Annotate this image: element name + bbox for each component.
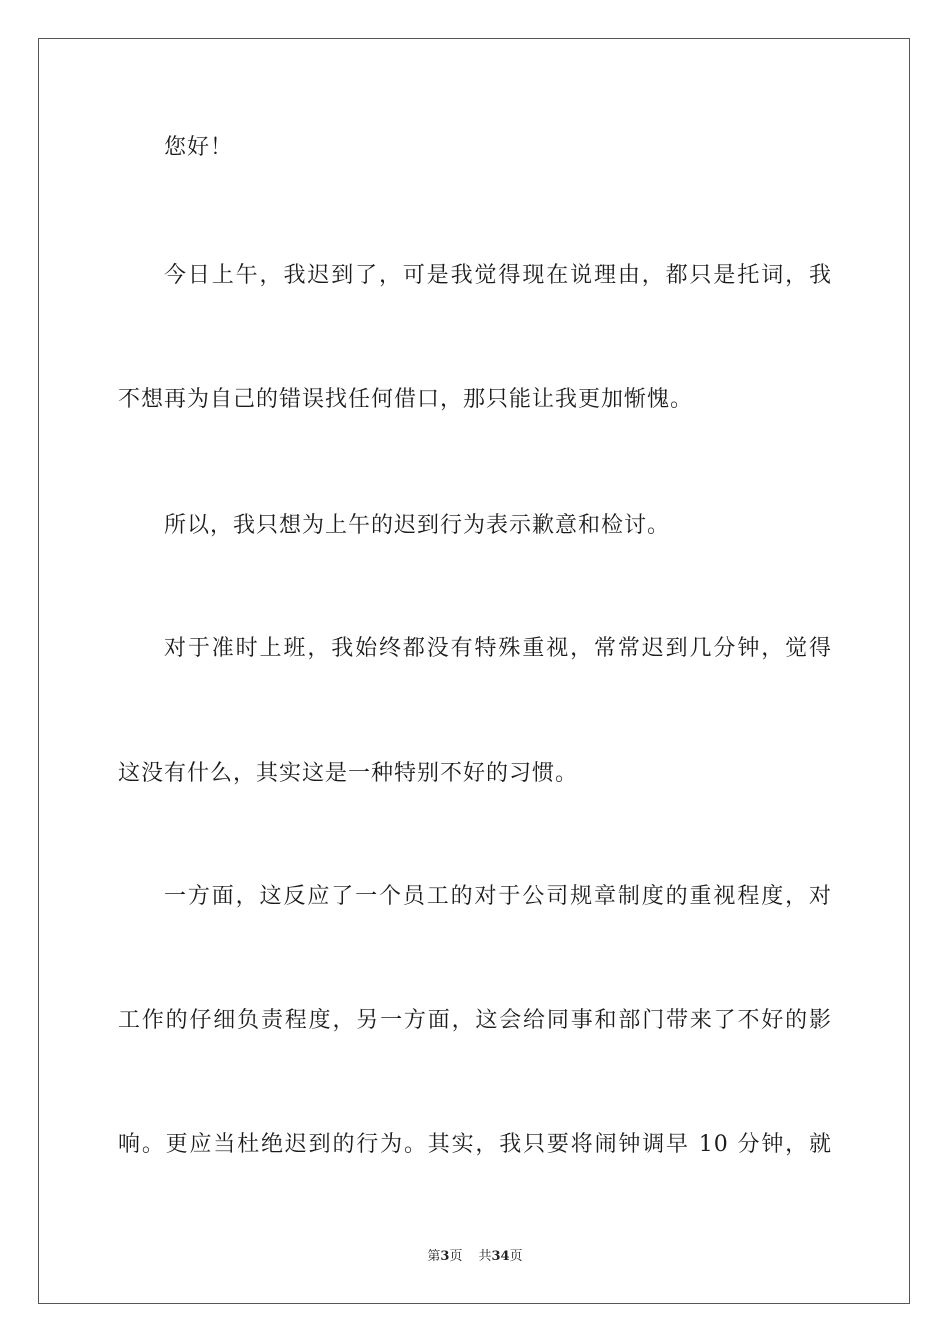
greeting-line: 您好！ — [164, 135, 234, 160]
body-line-7: 工作的仔细负责程度，另一方面，这会给同事和部门带来了不好的影 — [118, 1008, 832, 1033]
page-suffix: 页 — [449, 1249, 463, 1264]
body-line-3: 所以，我只想为上午的迟到行为表示歉意和检讨。 — [164, 513, 671, 538]
body-line-4: 对于准时上班，我始终都没有特殊重视，常常迟到几分钟，觉得 — [164, 636, 832, 661]
body-line-5: 这没有什么，其实这是一种特别不好的习惯。 — [118, 761, 579, 786]
page-footer — [0, 1248, 950, 1266]
total-pages: 34 — [491, 1249, 510, 1264]
page-number: 3 — [440, 1249, 450, 1264]
page-border — [38, 38, 910, 1304]
page-prefix: 第 — [427, 1249, 441, 1264]
body-line-2: 不想再为自己的错误找任何借口，那只能让我更加惭愧。 — [118, 387, 694, 412]
total-prefix: 共 — [478, 1249, 492, 1264]
body-line-6: 一方面，这反应了一个员工的对于公司规章制度的重视程度，对 — [164, 884, 832, 909]
body-line-1: 今日上午，我迟到了，可是我觉得现在说理由，都只是托词，我 — [164, 263, 832, 288]
body-line-8: 响。更应当杜绝迟到的行为。其实，我只要将闹钟调早 10 分钟，就 — [118, 1132, 832, 1157]
total-suffix: 页 — [509, 1249, 523, 1264]
